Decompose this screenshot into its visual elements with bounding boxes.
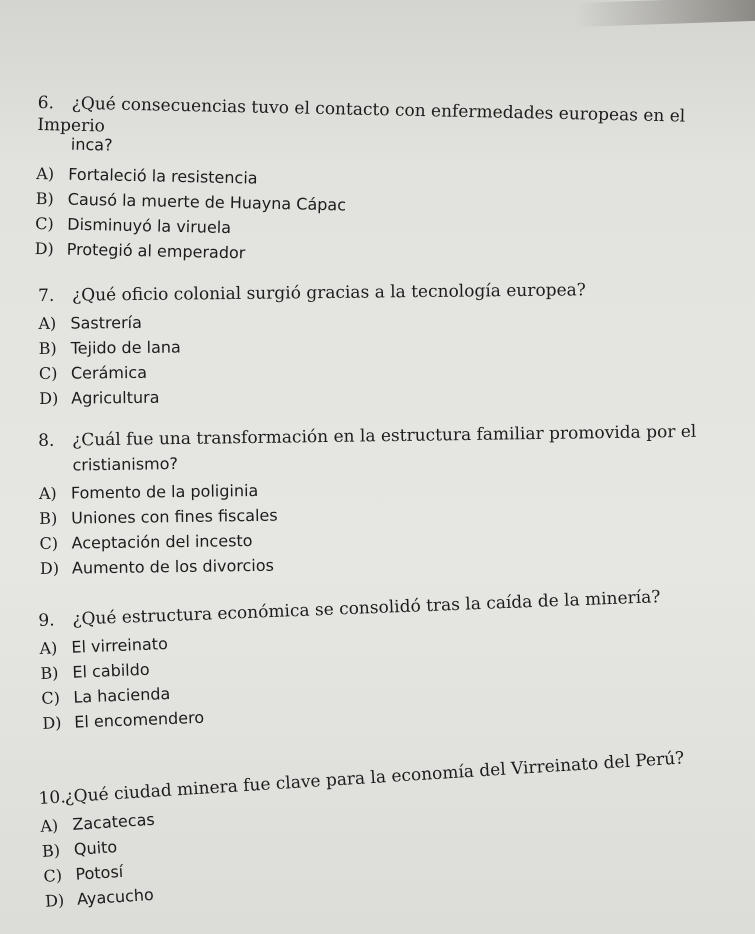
- option-letter: B): [40, 663, 59, 683]
- question-number: 6.: [37, 92, 55, 114]
- option-text: Uniones con fines fiscales: [71, 505, 278, 528]
- option-text: Fomento de la poliginia: [70, 480, 259, 503]
- question-6: [34, 92, 737, 276]
- option-text: Disminuyó la viruela: [67, 214, 232, 238]
- question-continuation: cristianismo?: [72, 454, 179, 475]
- option-text: Cerámica: [70, 362, 148, 383]
- option-text: La hacienda: [73, 683, 171, 707]
- option-letter: D): [41, 713, 62, 733]
- option-text: El virreinato: [71, 634, 169, 657]
- option-letter: A): [39, 815, 59, 836]
- option-text: Potosí: [74, 861, 124, 884]
- question-7-text: [38, 278, 738, 307]
- option-text: Aumento de los divorcios: [71, 555, 275, 578]
- question-body: ¿Qué ciudad minera fue clave para la economía del Virreinato del Perú?: [64, 748, 685, 808]
- option-text: Ayacucho: [76, 884, 155, 909]
- question-9: [38, 583, 742, 736]
- option-letter: A): [36, 163, 55, 184]
- question-continuation: inca?: [70, 134, 113, 155]
- option-text: Sastrería: [70, 312, 142, 333]
- question-number: 10.: [38, 787, 67, 809]
- option-text: Quito: [73, 837, 118, 859]
- option-text: Zacatecas: [71, 809, 156, 834]
- option-text: Aceptación del incesto: [71, 531, 253, 553]
- question-8: [38, 420, 740, 581]
- option-letter: B): [38, 338, 57, 358]
- question-body: ¿Cuál fue una transformación en la estructura familiar promovida por el: [72, 421, 697, 451]
- option-text: Tejido de lana: [70, 337, 181, 358]
- question-body: ¿Qué consecuencias tuvo el contacto con enfermedades europeas en el Imperio: [37, 93, 686, 137]
- option-text: Fortaleció la resistencia: [68, 164, 258, 188]
- option-letter: C): [38, 363, 58, 383]
- question-number: 7.: [38, 285, 55, 306]
- option-letter: D): [44, 890, 65, 911]
- question-body: ¿Qué estructura económica se consolidó tras la caída de la minería?: [72, 587, 661, 630]
- option-text: Protegió al emperador: [66, 239, 246, 263]
- question-7: [38, 278, 739, 411]
- question-10: [38, 744, 745, 914]
- option-letter: A): [38, 483, 57, 503]
- page-edge-shadow: [575, 0, 755, 27]
- option-letter: D): [34, 238, 54, 259]
- option-letter: B): [39, 508, 58, 528]
- option-letter: B): [35, 188, 54, 209]
- option-letter: C): [42, 865, 63, 886]
- option-text: El cabildo: [72, 659, 150, 682]
- option-text: Causó la muerte de Huayna Cápac: [67, 189, 347, 215]
- option-letter: D): [39, 558, 60, 578]
- option-letter: C): [35, 213, 54, 234]
- question-number: 8.: [38, 430, 55, 451]
- option-letter: D): [39, 388, 59, 408]
- option-text: Agricultura: [71, 387, 160, 408]
- option-letter: C): [39, 533, 59, 553]
- option-letter: C): [41, 688, 61, 708]
- question-body: ¿Qué oficio colonial surgió gracias a la tecnología europea?: [72, 280, 586, 306]
- option-letter: A): [38, 313, 57, 333]
- option-letter: B): [41, 840, 61, 861]
- option-letter: A): [39, 638, 58, 658]
- question-number: 9.: [38, 610, 56, 631]
- option-text: El encomendero: [73, 707, 205, 732]
